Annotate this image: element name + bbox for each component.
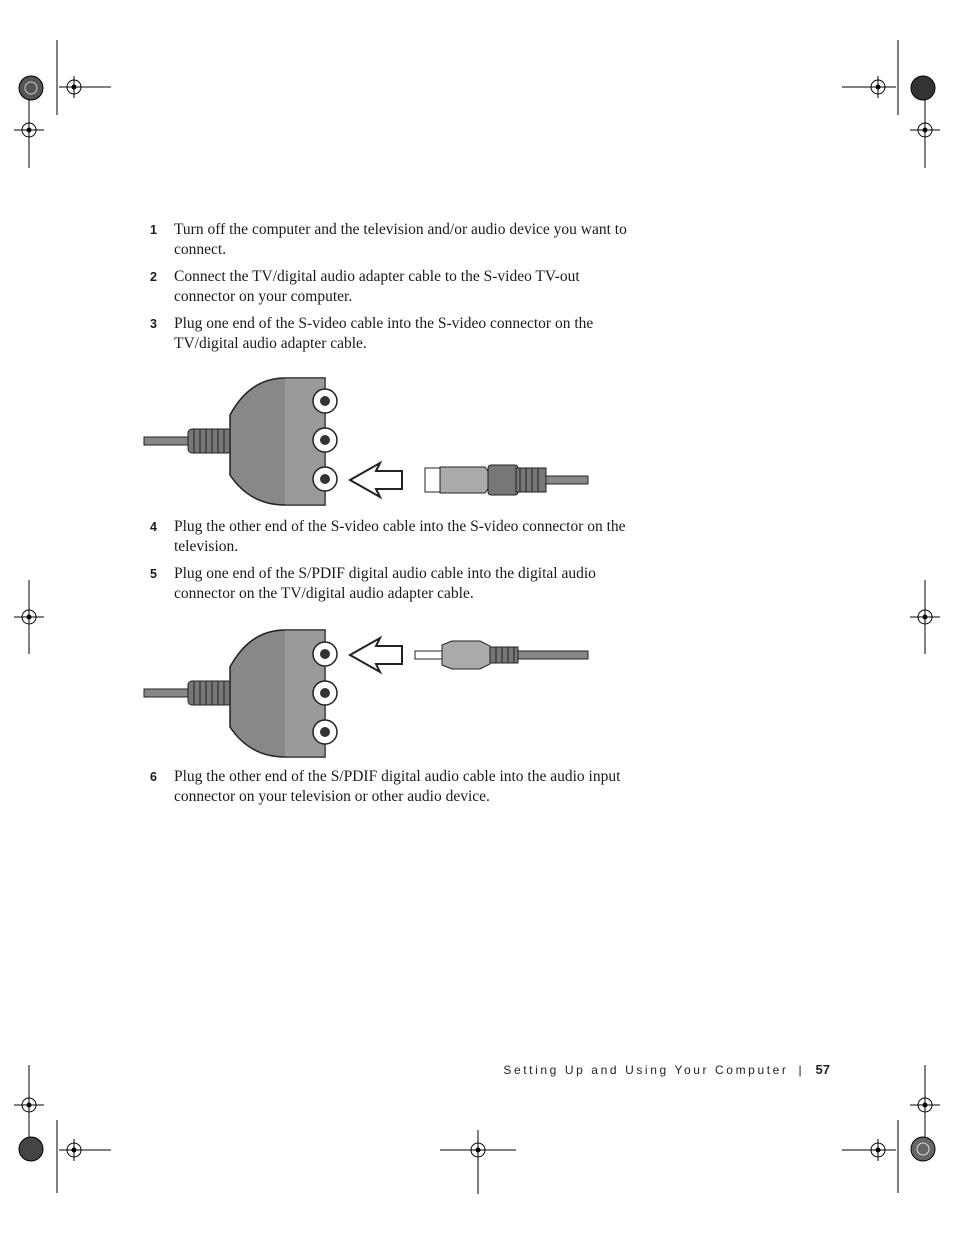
step-3 xyxy=(150,314,630,353)
arrow-icon xyxy=(350,463,402,497)
step-text: Plug one end of the S-video cable into the S-video connector on the TV/digital audio adapter cable. xyxy=(174,315,594,352)
page-number: 57 xyxy=(815,1062,830,1077)
step-1 xyxy=(150,220,630,259)
spdif-rca-plug xyxy=(415,641,588,669)
footer-section-title: Setting Up and Using Your Computer xyxy=(503,1063,789,1077)
step-number: 3 xyxy=(150,317,157,331)
step-text: Connect the TV/digital audio adapter cable to the S-video TV-out connector on your computer. xyxy=(174,268,580,305)
step-2 xyxy=(150,267,630,306)
adapter-jack-3 xyxy=(313,720,337,744)
arrow-icon xyxy=(350,638,402,672)
footer-separator: | xyxy=(798,1063,802,1077)
registration-mark-bottom-right xyxy=(840,1065,940,1195)
step-number: 2 xyxy=(150,270,157,284)
step-number: 1 xyxy=(150,223,157,237)
registration-mark-mid-right xyxy=(910,580,950,655)
adapter-jack-1 xyxy=(313,642,337,666)
step-6 xyxy=(150,767,630,806)
step-text: Turn off the computer and the television and/or audio device you want to connect. xyxy=(174,221,627,258)
step-4 xyxy=(150,517,630,556)
adapter-cable-strain-relief xyxy=(188,429,232,453)
step-number: 5 xyxy=(150,567,157,581)
step-number: 6 xyxy=(150,770,157,784)
registration-mark-top-right xyxy=(840,40,940,170)
adapter-jack-3 xyxy=(313,467,337,491)
step-number: 4 xyxy=(150,520,157,534)
adapter-cable-strain-relief xyxy=(188,681,232,705)
svideo-plug xyxy=(425,465,588,495)
registration-mark-bottom-left xyxy=(14,1065,114,1195)
adapter-jack-2 xyxy=(313,428,337,452)
registration-mark-bottom-center xyxy=(438,1130,518,1195)
step-text: Plug the other end of the S/PDIF digital audio cable into the audio input connector on your television or other audio device. xyxy=(174,768,621,805)
adapter-jack-1 xyxy=(313,389,337,413)
adapter-jack-2 xyxy=(313,681,337,705)
registration-mark-mid-left xyxy=(14,580,54,655)
step-text: Plug the other end of the S-video cable into the S-video connector on the television. xyxy=(174,518,626,555)
page-footer xyxy=(480,1062,830,1082)
spdif-connection-illustration xyxy=(140,627,600,762)
step-text: Plug one end of the S/PDIF digital audio cable into the digital audio connector on the TV/digital audio adapter cable. xyxy=(174,565,596,602)
steps-group-2 xyxy=(150,517,630,603)
step-5 xyxy=(150,564,630,603)
steps-group-1 xyxy=(150,220,630,353)
steps-group-3 xyxy=(150,767,630,806)
svideo-connection-illustration xyxy=(140,375,600,510)
registration-mark-top-left xyxy=(14,40,114,170)
